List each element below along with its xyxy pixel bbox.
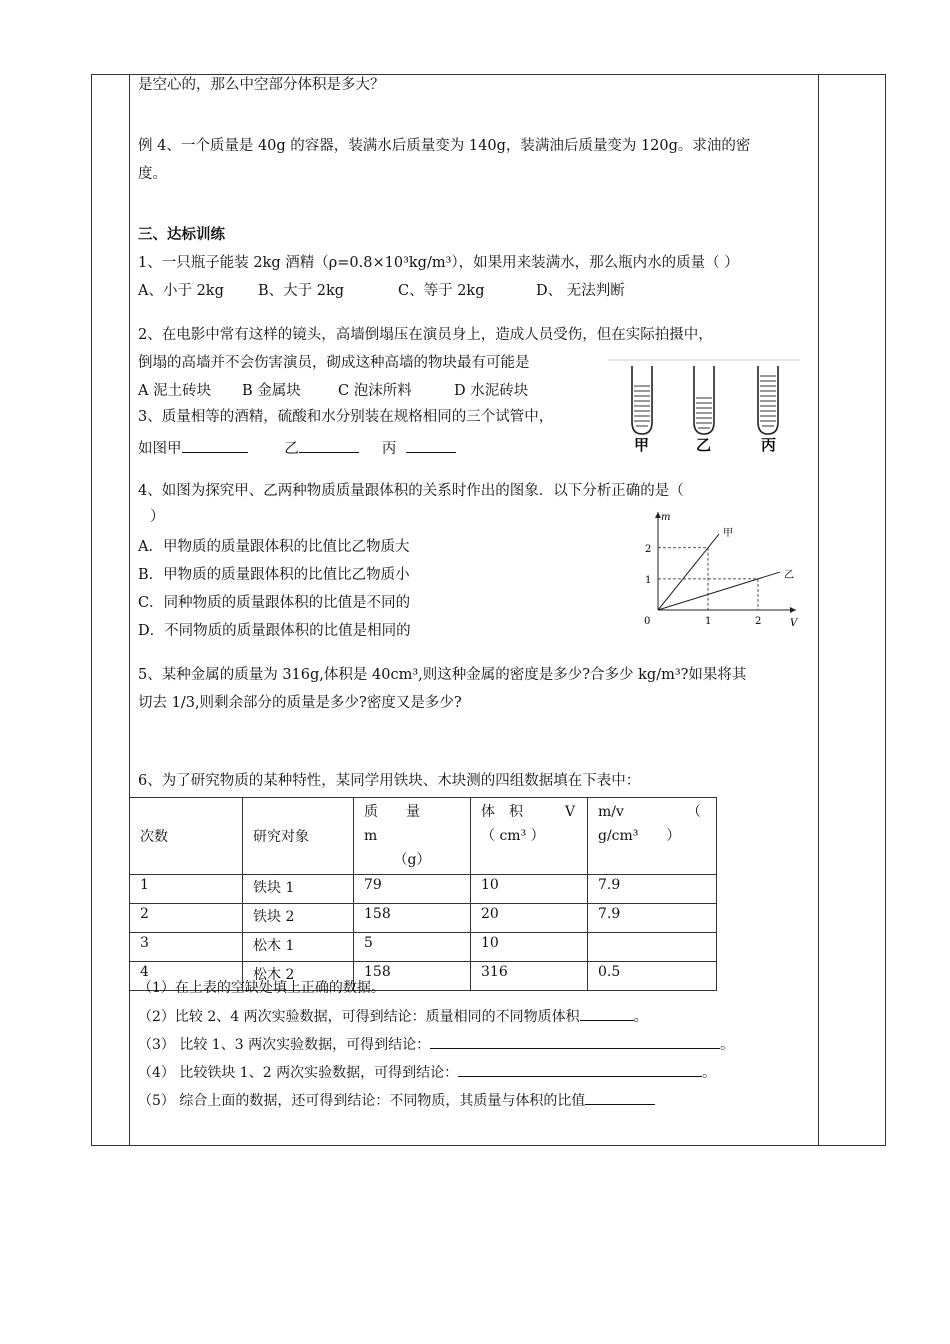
table-cell: 铁块 2 (243, 904, 354, 933)
table-cell: 松木 1 (243, 933, 354, 962)
q4-option-a: A．甲物质的质量跟体积的比值比乙物质大 (138, 539, 410, 555)
q1-option-d: D、 无法判断 (536, 283, 625, 299)
table-row (130, 875, 717, 904)
table-cell: 79 (354, 875, 471, 904)
origin-label: 0 (644, 616, 651, 627)
table-cell: 10 (471, 875, 588, 904)
q4-line2: ） (150, 509, 165, 525)
y-axis-label: m (661, 512, 671, 523)
header-volume: 体 积 V （ cm³ ） (471, 798, 588, 875)
example4-line2: 度。 (138, 166, 167, 182)
table-row (130, 933, 717, 962)
table-cell: 10 (471, 933, 588, 962)
header-count: 次数 (130, 798, 243, 875)
series-label-yi: 乙 (784, 570, 794, 582)
series-label-jia: 甲 (723, 528, 733, 540)
q2-line2: 倒塌的高墙并不会伤害演员，砌成这种高墙的物块最有可能是 (138, 355, 530, 371)
tube-label-yi: 乙 (696, 436, 712, 454)
y-tick-label: 1 (645, 574, 652, 586)
q6-sub5-line: （5） 综合上面的数据，还可得到结论：不同物质，其质量与体积的比值 (138, 1090, 655, 1110)
table-cell-blank (588, 933, 717, 962)
q1-option-c: C、等于 2kg (398, 283, 485, 299)
q2-option-c: C 泡沫所料 (338, 383, 412, 399)
q1-stem: 1、一只瓶子能装 2kg 酒精（ρ=0.8×10³kg/m³），如果用来装满水，那么瓶内水的质量（ ） (138, 255, 739, 271)
q6-sub4-line: （4） 比较铁块 1、2 两次实验数据，可得到结论： 。 (138, 1062, 716, 1082)
right-column-divider (818, 74, 819, 1146)
header-mass: 质 量 m （g） (354, 798, 471, 875)
header-object: 研究对象 (243, 798, 354, 875)
x-axis-label: V (790, 618, 798, 629)
test-tube-jia (632, 366, 652, 434)
q4-option-c: C．同种物质的质量跟体积的比值是不同的 (138, 595, 411, 611)
table-cell: 7.9 (588, 904, 717, 933)
table-cell: 316 (471, 962, 588, 991)
q3-blanks: 如图甲 乙 丙 (138, 438, 456, 458)
table-cell: 0.5 (588, 962, 717, 991)
q6-sub3-line: （3） 比较 1、3 两次实验数据，可得到结论： 。 (138, 1034, 734, 1054)
table-cell: 20 (471, 904, 588, 933)
example4-line1: 例 4、一个质量是 40g 的容器，装满水后质量变为 140g，装满油后质量变为 120g。求油的密 (138, 138, 751, 154)
q1-option-b: B、大于 2kg (258, 283, 345, 299)
q4-line1: 4、如图为探究甲、乙两种物质质量跟体积的关系时作出的图象．以下分析正确的是（ (138, 483, 684, 499)
table-cell: 1 (130, 875, 243, 904)
x-tick-label: 2 (755, 616, 762, 627)
test-tube-yi (694, 366, 714, 434)
table-cell: 7.9 (588, 875, 717, 904)
q4-option-b: B．甲物质的质量跟体积的比值比乙物质小 (138, 567, 410, 583)
table-cell: 2 (130, 904, 243, 933)
table-cell: 铁块 1 (243, 875, 354, 904)
q1-option-a: A、小于 2kg (138, 283, 224, 299)
table-cell: 5 (354, 933, 471, 962)
x-tick-label: 1 (705, 616, 712, 627)
test-tubes-figure (606, 352, 802, 454)
q2-option-b: B 金属块 (242, 383, 301, 399)
q2-option-d: D 水泥砖块 (454, 383, 529, 399)
table-cell: 松木 2 (243, 962, 354, 991)
q2-option-a: A 泥土砖块 (138, 383, 212, 399)
table-cell: 158 (354, 904, 471, 933)
header-density: m/v （ g/cm³ ） (588, 798, 717, 875)
series-line-jia (658, 534, 719, 610)
table-row (130, 904, 717, 933)
tube-label-bing: 丙 (761, 436, 777, 454)
y-tick-label: 2 (645, 543, 652, 555)
q4-option-d: D．不同物质的质量跟体积的比值是相同的 (138, 623, 411, 639)
q6-intro: 6、为了研究物质的某种特性，某同学用铁块、木块测的四组数据填在下表中： (138, 773, 641, 789)
table-header-row (130, 798, 717, 875)
data-table (129, 797, 717, 991)
series-line-yi (658, 572, 780, 610)
q5-line1: 5、某种金属的质量为 316g,体积是 40cm³,则这种金属的密度是多少?合多少 kg/m³?如果将其 (138, 667, 747, 683)
q3-line1: 3、质量相等的酒精，硫酸和水分别装在规格相同的三个试管中， (138, 409, 554, 425)
q5-line2: 切去 1/3,则剩余部分的质量是多少?密度又是多少? (138, 695, 462, 711)
section3-title: 三、达标训练 (138, 227, 225, 243)
table-cell: 3 (130, 933, 243, 962)
tube-label-jia: 甲 (634, 436, 650, 454)
table-cell: 158 (354, 962, 471, 991)
table-cell: 4 (130, 962, 243, 991)
q6-sub2-line: （2）比较 2、4 两次实验数据，可得到结论：质量相同的不同物质体积 。 (138, 1006, 648, 1026)
q2-line1: 2、在电影中常有这样的镜头，高墙倒塌压在演员身上，造成人员受伤，但在实际拍摄中， (138, 327, 713, 343)
mass-volume-chart (644, 508, 810, 636)
continued-question-line: 是空心的，那么中空部分体积是多大？ (138, 77, 385, 93)
q6-sub1: （1）在上表的空缺处填上正确的数据。 (138, 980, 385, 996)
x-axis-arrow (790, 607, 796, 613)
